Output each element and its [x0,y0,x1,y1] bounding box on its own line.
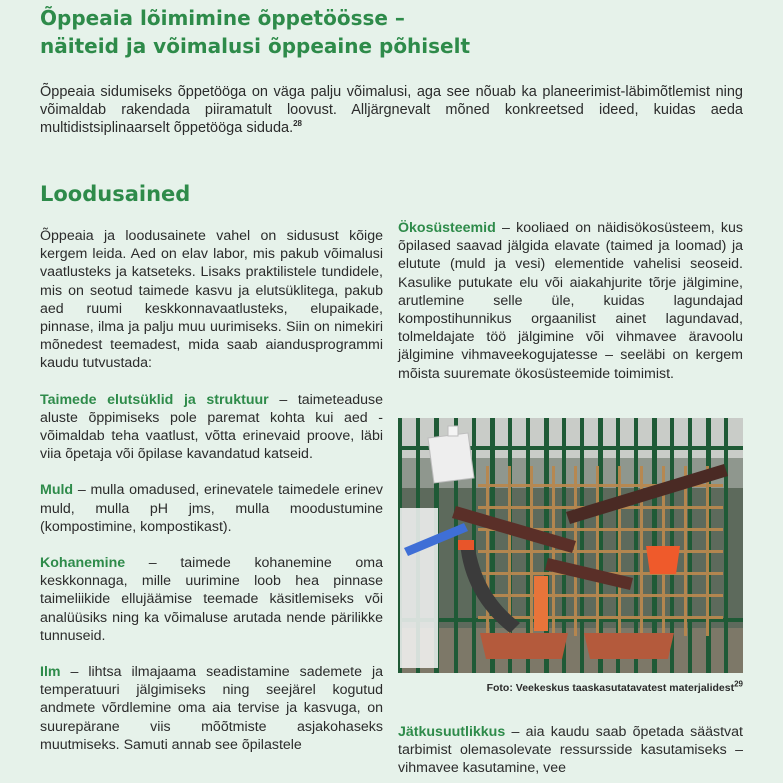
topic-paragraph [398,723,743,778]
topic-paragraph [398,219,743,383]
topic-term: Ökosüsteemid [398,220,496,236]
topic-text: – mulla omadused, erinevatele taimedele erinev muld, mulla pH jms, mulla moodustumine (kompostimine, kompostikast). [40,482,383,535]
photo-illustration [398,418,743,673]
topic-text: – taimeteaduse aluste õppimiseks pole paremat kohta kui aed - võimaldab teha vaatlust, võtta erinevaid proove, läbi viia õpetaja või õpilase kavandatud katseid. [40,391,384,463]
right-column [398,219,743,401]
photo-caption-text: Veekeskus taaskasutatavatest materjalidest [515,682,735,694]
topic-term: Jätkusuutlikkus [398,724,506,740]
photo-caption [398,681,743,695]
topic-paragraph [40,554,383,645]
page-title-line-2: näiteid ja võimalusi õppeaine põhiselt [40,34,471,58]
topic-text: – aia kaudu saab õpetada säästvat tarbimist olemasolevate ressursside kasutamiseks – vihmavee kasutamine, vee [398,724,743,777]
topic-text: – taimede kohanemine oma keskkonnaga, mille uurimine loob hea pinnase taimeliikide ellujäämise teemade käsitlemiseks või analüüsiks ning ka võimaluse arutada nende pärilikke tunnuseid. [40,555,383,644]
footnote-ref-28[interactable]: 28 [293,119,303,129]
topic-text: – kooliaed on näidisökosüsteem, kus õpilased saavad jälgida elavate (taimed ja loomad) ja elutute (muld ja vesi) elementide vahelisi seoseid. Kasulike putukate elu või aiakahjurite tõrje jälgimine, arutlemine selle üle, kuidas lagundajad kompostihunnikus orgaanilist ainet lagundavad, tolmeldajate töö jälgimine või vihmavee äravoolu jälgimine vihmaveekogujatesse – seeläbi on kergem mõista suuremate ökosüsteemide toimimist. [398,220,743,382]
photo-caption-label: Foto: [486,682,513,694]
topic-paragraph [40,391,383,464]
section-intro-paragraph: Õppeaia ja loodusainete vahel on sidusust kõige kergem leida. Aed on elav labor, mis pakub võimalusi vaatlusteks ja katseteks. Lisaks praktilistele tundidele, mis on seotud taimede kasvu ja elutsüklitega, pakub aed ruumi keskkonnavaatlusteks, elupaikade, pinnase, ilma ja palju muu uurimiseks. Siin on nimekiri mõnedest teemadest, mida saab aiandusprogrammi kaudu tutvustada: [40,228,383,372]
page-title-line-1: Õppeaia lõimimine õppetöösse – [40,6,405,30]
intro-paragraph [40,83,743,137]
garden-water-wall-photo [398,418,743,673]
intro-text: Õppeaia sidumiseks õppetööga on väga palju võimalusi, aga see nõuab ka planeerimist-läbimõtlemist ning võimaldab rakendada piiramatult loovust. Alljärgnevalt mõned konkreetsed ideed, kuidas aeda multidistsiplinaarselt õppetööga siduda. [40,84,743,136]
right-column-bottom [398,723,743,778]
topic-term: Muld [40,482,74,499]
topic-paragraph [40,481,383,536]
footnote-ref-29[interactable]: 29 [734,679,743,689]
topic-term: Kohanemine [40,555,126,572]
section-heading: Loodusained [40,182,191,206]
topic-paragraph [40,663,383,754]
left-column [40,227,383,772]
page-title [40,4,470,60]
topic-term: Taimede elutsüklid ja struktuur [40,391,269,408]
topic-text: – lihtsa ilmajaama seadistamine sademete ja temperatuuri jälgimiseks ning seejärel kogutud andmete võrdlemine oma aia tervise ja kasvuga, on suurepärane viis mõõtmiste asjakohaseks muutmiseks. Samuti annab see õpilastele [40,664,383,753]
topic-term: Ilm [40,664,61,681]
